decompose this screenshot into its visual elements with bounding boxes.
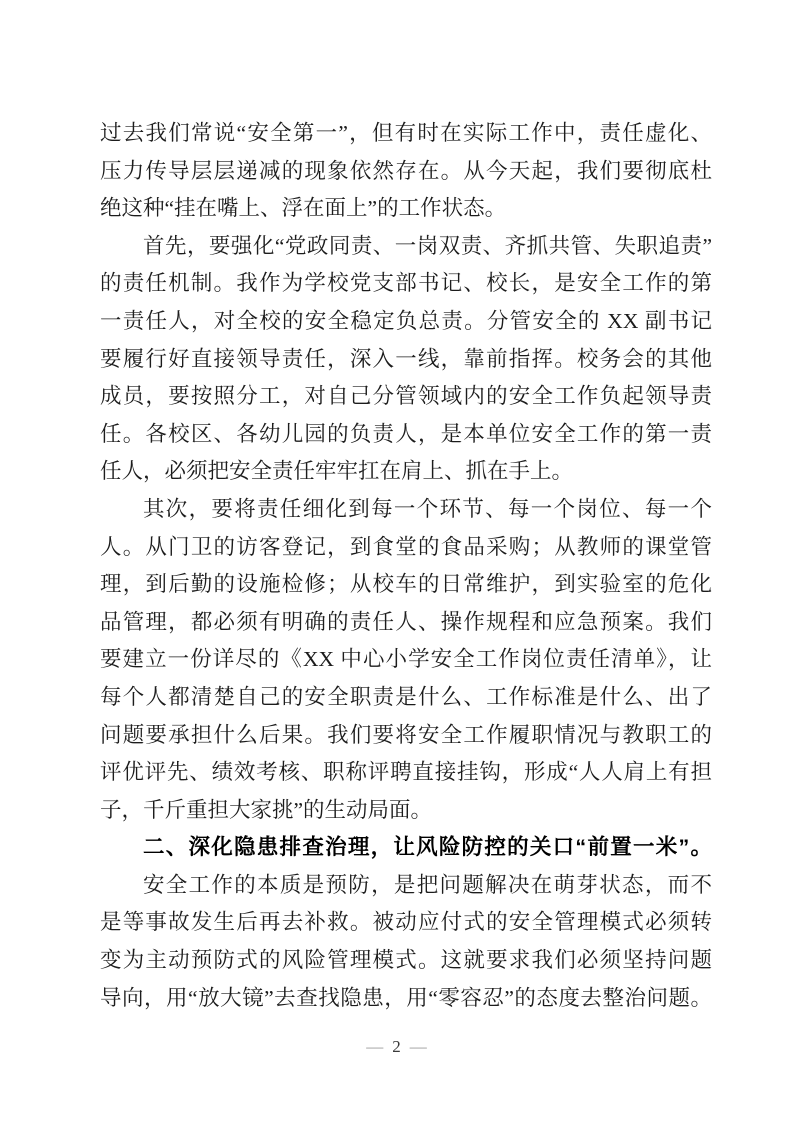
text-line: 任。各校区、各幼儿园的负责人，是本单位安全工作的第一责 — [100, 421, 712, 446]
text-line: 一责任人，对全校的安全稳定负总责。分管安全的 XX 副书记 — [100, 308, 712, 333]
paragraph-responsibility-detail — [100, 491, 712, 829]
text-line: 任人，必须把安全责任牢牢扛在肩上、抓在手上。 — [100, 459, 574, 484]
text-line: 要建立一份详尽的《XX 中心小学安全工作岗位责任清单》，让 — [100, 647, 712, 672]
text-line: 要履行好直接领导责任，深入一线，靠前指挥。校务会的其他 — [100, 346, 712, 371]
paragraph-hazard-prevention — [100, 867, 712, 1017]
text-line: 问题要承担什么后果。我们要将安全工作履职情况与教职工的 — [100, 722, 712, 747]
footer-dash-left: — — [366, 1037, 384, 1056]
text-line: 人。从门卫的访客登记，到食堂的食品采购；从教师的课堂管 — [100, 534, 712, 559]
text-line: 导向，用“放大镜”去查找隐患，用“零容忍”的态度去整治问题。 — [100, 985, 712, 1010]
page-number-value: 2 — [392, 1037, 401, 1056]
text-line: 安全工作的本质是预防，是把问题解决在萌芽状态，而不 — [143, 872, 712, 897]
section-2-heading: 二、深化隐患排查治理，让风险防控的关口“前置一米”。 — [143, 835, 712, 860]
text-line: 变为主动预防式的风险管理模式。这就要求我们必须坚持问题 — [100, 948, 712, 973]
footer-dash-right: — — [409, 1037, 427, 1056]
text-line: 绝这种“挂在嘴上、浮在面上”的工作状态。 — [100, 196, 507, 221]
text-line: 首先，要强化“党政同责、一岗双责、齐抓共管、失职追责” — [143, 233, 712, 258]
text-line: 过去我们常说“安全第一”，但有时在实际工作中，责任虚化、 — [100, 121, 712, 145]
text-line: 是等事故发生后再去补救。被动应付式的安全管理模式必须转 — [100, 910, 712, 935]
text-line: 评优评先、绩效考核、职称评聘直接挂钩，形成“人人肩上有担 — [100, 760, 712, 785]
text-line: 的责任机制。我作为学校党支部书记、校长，是安全工作的第 — [100, 271, 712, 296]
text-line: 压力传导层层递减的现象依然存在。从今天起，我们要彻底杜 — [100, 158, 712, 183]
paragraph-continuation — [100, 115, 712, 228]
text-line: 理，到后勤的设施检修；从校车的日常维护，到实验室的危化 — [100, 572, 712, 597]
document-body — [100, 115, 712, 1017]
paragraph-responsibility-mechanism — [100, 228, 712, 491]
text-line: 子，千斤重担大家挑”的生动局面。 — [100, 797, 433, 822]
text-line: 成员，要按照分工，对自己分管领域内的安全工作负起领导责 — [100, 384, 712, 409]
text-line: 每个人都清楚自己的安全职责是什么、工作标准是什么、出了 — [100, 684, 712, 709]
page-number — [0, 1036, 793, 1058]
text-line: 品管理，都必须有明确的责任人、操作规程和应急预案。我们 — [100, 609, 712, 634]
text-line: 其次，要将责任细化到每一个环节、每一个岗位、每一个 — [143, 496, 712, 521]
